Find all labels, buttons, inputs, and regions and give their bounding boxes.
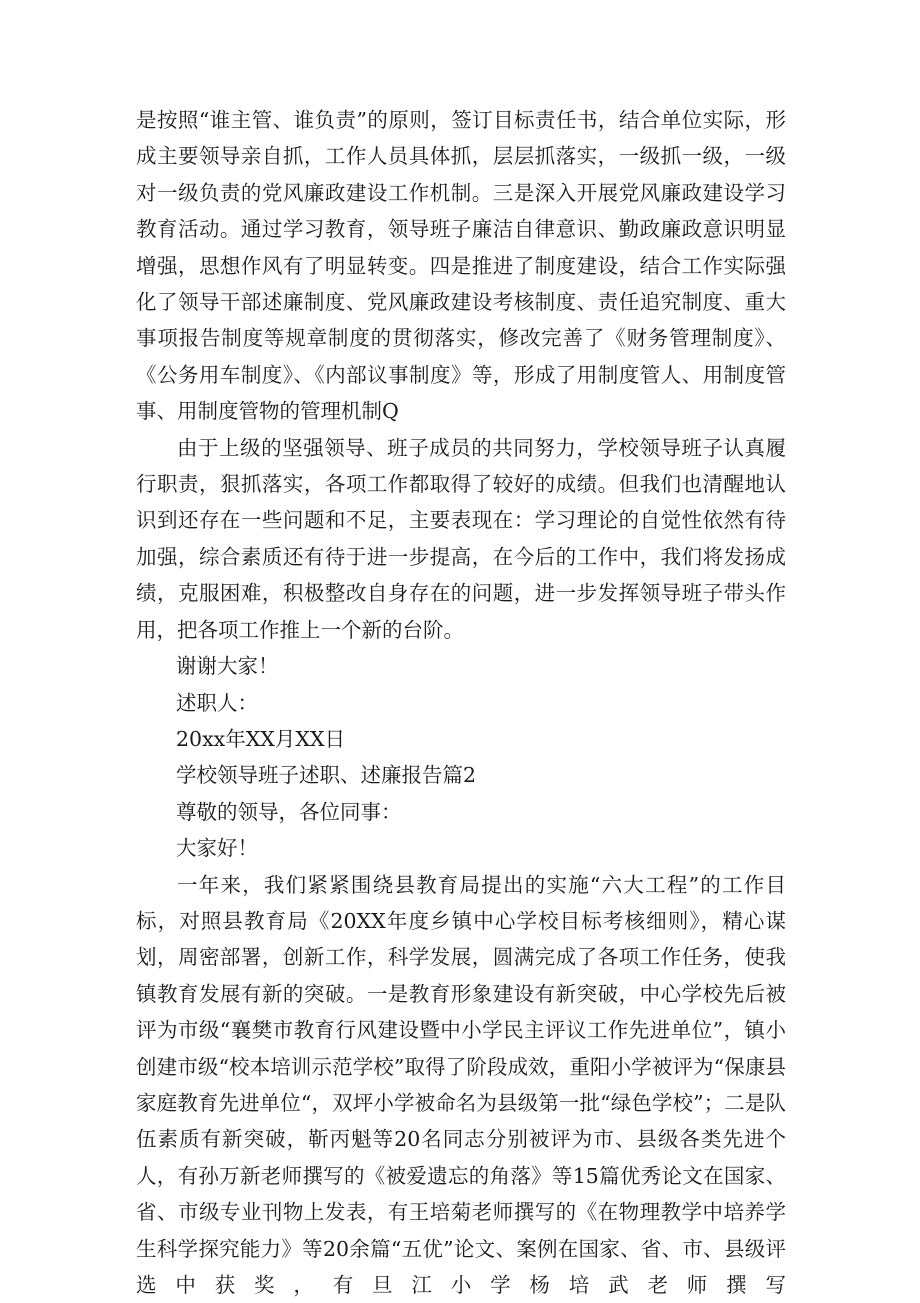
paragraph-achievements-summary: 由于上级的坚强领导、班子成员的共同努力，学校领导班子认真履行职责，狠抓落实，各项工作都取得了较好的成绩。但我们也清醒地认识到还存在一些问题和不足，主要表现在：学习理论的自觉性依然有待加强，综合素质还有待于进一步提高，在今后的工作中，我们将发扬成绩，克服困难，积极整改自身存在的问题，进一步发挥领导班子带头作用，把各项工作推上一个新的台阶。 bbox=[136, 435, 786, 642]
section-title-report-2: 学校领导班子述职、述廉报告篇2 bbox=[176, 763, 477, 788]
paragraph-date: 20xx年XX月XX日 bbox=[176, 726, 346, 751]
paragraph-greeting: 大家好！ bbox=[176, 836, 258, 861]
document-body bbox=[136, 102, 786, 1303]
paragraph-salutation: 尊敬的领导，各位同事： bbox=[176, 799, 402, 824]
paragraph-discipline-measures: 是按照“谁主管、谁负责”的原则，签订目标责任书，结合单位实际，形成主要领导亲自抓，工作人员具体抓，层层抓落实，一级抓一级，一级对一级负责的党风廉政建设工作机制。三是深入开展党风廉政建设学习教育活动。通过学习教育，领导班子廉洁自律意识、勤政廉政意识明显增强，思想作风有了明显转变。四是推进了制度建设，结合工作实际强化了领导干部述廉制度、党风廉政建设考核制度、责任追究制度、重大事项报告制度等规章制度的贯彻落实，修改完善了《财务管理制度》、《公务用车制度》、《内部议事制度》等，形成了用制度管人、用制度管事、用制度管物的管理机制Q bbox=[136, 108, 786, 424]
paragraph-thanks: 谢谢大家！ bbox=[176, 654, 279, 679]
paragraph-reporter: 述职人： bbox=[176, 690, 258, 715]
paragraph-year-review: 一年来，我们紧紧围绕县教育局提出的实施“六大工程”的工作目标，对照县教育局《20XX年度乡镇中心学校目标考核细则》，精心谋划，周密部署，创新工作，科学发展，圆满完成了各项工作任务，使我镇教育发展有新的突破。一是教育形象建设有新突破，中心学校先后被评为市级“襄樊市教育行风建设暨中小学民主评议工作先进单位”，镇小创建市级“校本培训示范学校”取得了阶段成效，重阳小学被评为“保康县家庭教育先进单位“，双坪小学被命名为县级第一批“绿色学校”；二是队伍素质有新突破，靳丙魁等20名同志分别被评为市、县级各类先进个人，有孙万新老师撰写的《被爱遗忘的角落》等15篇优秀论文在国家、省、市级专业刊物上发表，有王培菊老师撰写的《在物理教学中培养学生科学探究能力》等20余篇“五优”论文、案例在国家、省、市、县级评选中获奖，有旦江小学杨培武老师撰写 bbox=[136, 872, 786, 1297]
